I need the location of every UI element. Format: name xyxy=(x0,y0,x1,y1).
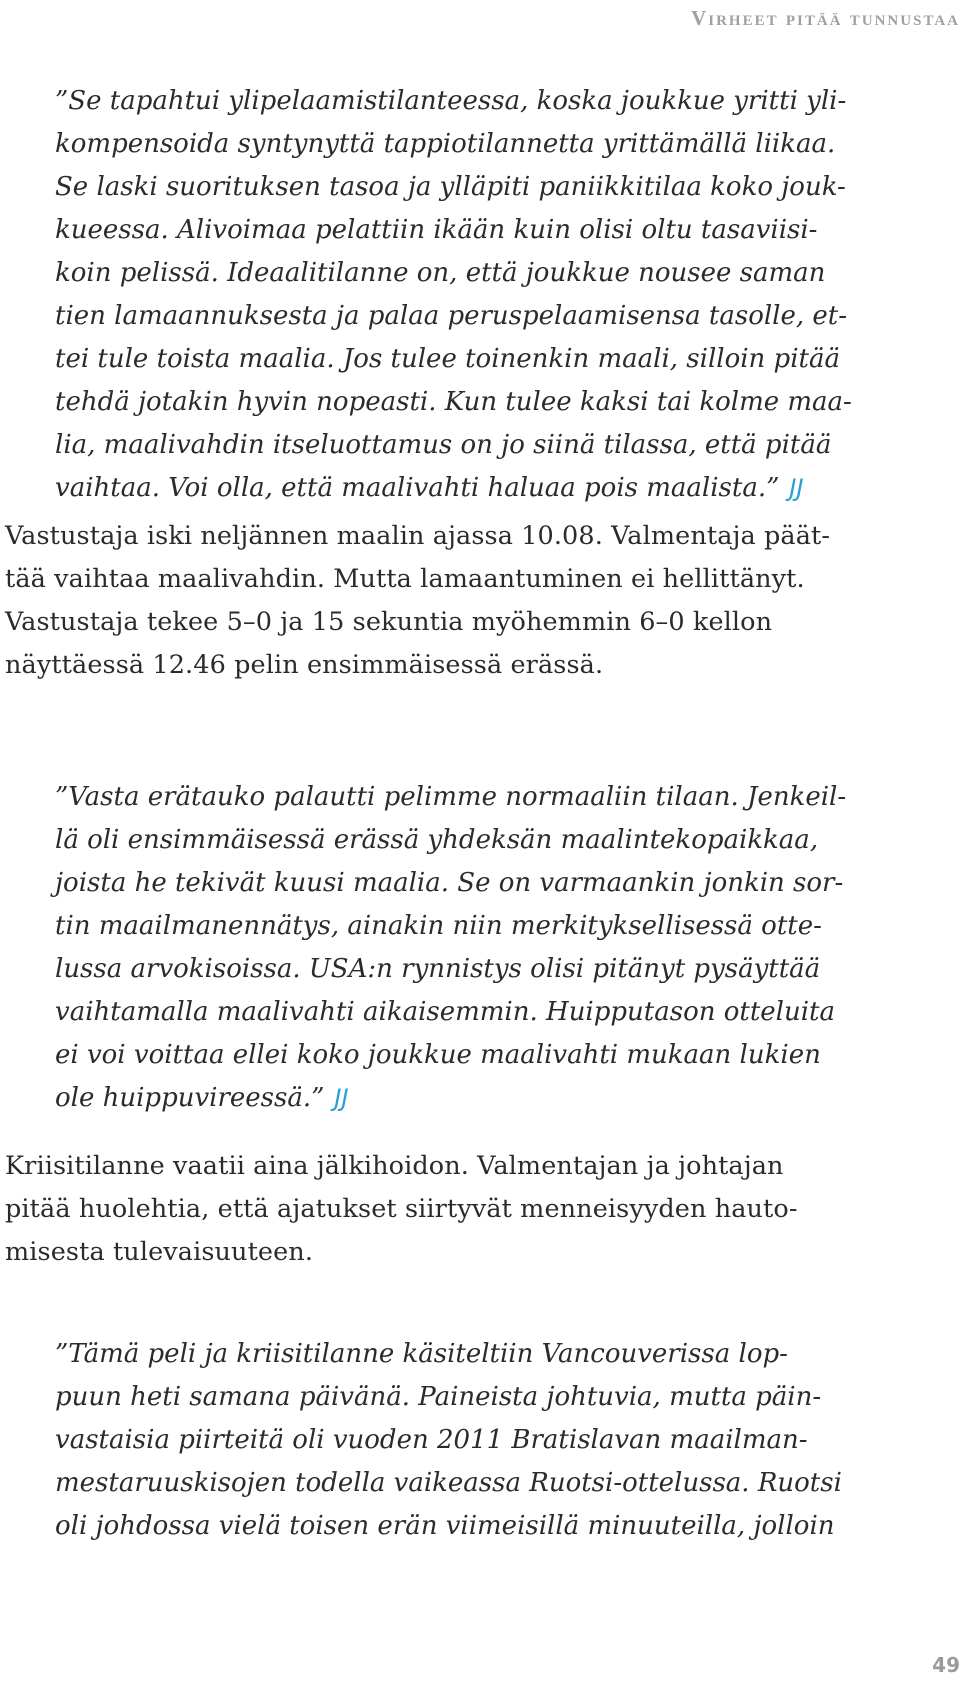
paragraph-line: Kriisitilanne vaatii aina jälkihoidon. Valmentajan ja johtajan xyxy=(5,1151,784,1181)
quote-line: Se laski suorituksen tasoa ja ylläpiti paniikkitilaa koko jouk- xyxy=(55,172,846,202)
quote-line: ei voi voittaa ellei koko joukkue maalivahti mukaan lukien xyxy=(55,1040,821,1070)
quote-line: tei tule toista maalia. Jos tulee toinenkin maali, silloin pitää xyxy=(55,344,840,374)
quote-line-last xyxy=(55,467,845,510)
quote-line: tin maailmanennätys, ainakin niin merkityksellisessä otte- xyxy=(55,911,822,941)
quote-line: kueessa. Alivoimaa pelattiin ikään kuin olisi oltu tasaviisi- xyxy=(55,215,818,245)
paragraph-line: Vastustaja tekee 5–0 ja 15 sekuntia myöhemmin 6–0 kellon xyxy=(5,607,773,637)
quote-line: puun heti samana päivänä. Paineista johtuvia, mutta päin- xyxy=(55,1382,822,1412)
paragraph-line: misesta tulevaisuuteen. xyxy=(5,1237,314,1267)
quote-text: ole huippuvireessä.” xyxy=(55,1083,325,1113)
paragraph-line: näyttäessä 12.46 pelin ensimmäisessä erässä. xyxy=(5,650,604,680)
quote-line: kompensoida syntynyttä tappiotilannetta yrittämällä liikaa. xyxy=(55,129,836,159)
quote-line-last xyxy=(55,1077,845,1120)
quote-line: joista he tekivät kuusi maalia. Se on varmaankin jonkin sor- xyxy=(55,868,844,898)
quote-line: lia, maalivahdin itseluottamus on jo siinä tilassa, että pitää xyxy=(55,430,832,460)
quote-block-2 xyxy=(55,776,845,1120)
running-head: Virheet pitää tunnustaa xyxy=(691,6,960,30)
quote-text: vaihtaa. Voi olla, että maalivahti haluaa pois maalista.” xyxy=(55,473,780,503)
quote-line: lussa arvokisoissa. USA:n rynnistys olisi pitänyt pysäyttää xyxy=(55,954,821,984)
quote-line: oli johdossa vielä toisen erän viimeisillä minuuteilla, jolloin xyxy=(55,1511,835,1541)
quote-block-3 xyxy=(55,1333,845,1548)
paragraph-2 xyxy=(5,1145,845,1274)
quote-line: koin pelissä. Ideaalitilanne on, että joukkue nousee saman xyxy=(55,258,826,288)
quote-line: tien lamaannuksesta ja palaa peruspelaamisensa tasolle, et- xyxy=(55,301,848,331)
quote-line: vastaisia piirteitä oli vuoden 2011 Bratislavan maailman- xyxy=(55,1425,808,1455)
paragraph-1 xyxy=(5,515,845,687)
paragraph-line: pitää huolehtia, että ajatukset siirtyvät menneisyyden hauto- xyxy=(5,1194,798,1224)
signature-jj: JJ xyxy=(789,474,804,502)
quote-line: ”Vasta erätauko palautti pelimme normaaliin tilaan. Jenkeil- xyxy=(55,782,847,812)
page-number: 49 xyxy=(932,1653,960,1677)
quote-block-1 xyxy=(55,80,852,510)
quote-line: lä oli ensimmäisessä erässä yhdeksän maalintekopaikkaa, xyxy=(55,825,819,855)
paragraph-line: tää vaihtaa maalivahdin. Mutta lamaantuminen ei hellittänyt. xyxy=(5,564,805,594)
quote-line: tehdä jotakin hyvin nopeasti. Kun tulee kaksi tai kolme maa- xyxy=(55,387,852,417)
quote-line: ”Tämä peli ja kriisitilanne käsiteltiin Vancouverissa lop- xyxy=(55,1339,788,1369)
signature-jj: JJ xyxy=(334,1084,349,1112)
quote-line: mestaruuskisojen todella vaikeassa Ruotsi-ottelussa. Ruotsi xyxy=(55,1468,842,1498)
paragraph-line: Vastustaja iski neljännen maalin ajassa 10.08. Valmentaja päät- xyxy=(5,521,831,551)
quote-line: vaihtamalla maalivahti aikaisemmin. Huipputason otteluita xyxy=(55,997,835,1027)
quote-line: ”Se tapahtui ylipelaamistilanteessa, koska joukkue yritti yli- xyxy=(55,86,847,116)
